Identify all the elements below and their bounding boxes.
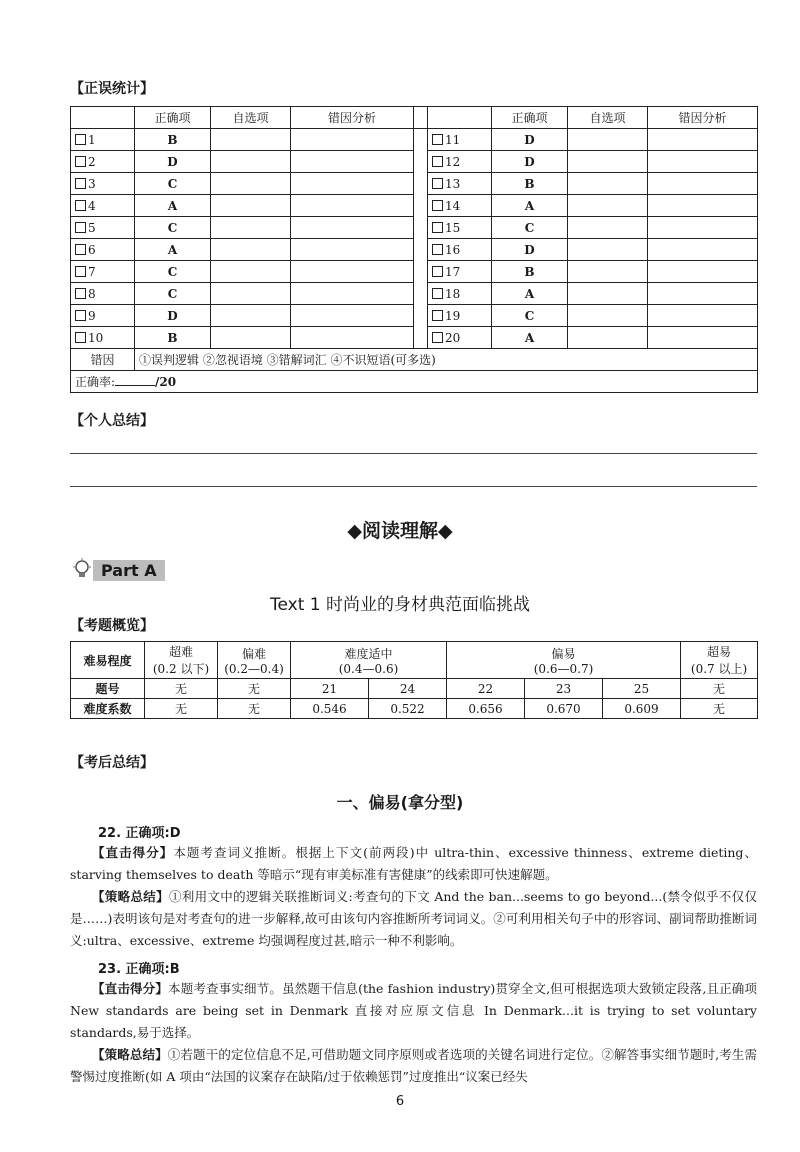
correct-answer-cell: B: [135, 129, 211, 151]
stats-row: [71, 151, 758, 173]
q22-score-tag: 【直击得分】: [92, 845, 174, 860]
error-analysis-cell[interactable]: [648, 151, 758, 173]
correct-answer-cell: B: [492, 173, 568, 195]
error-analysis-cell[interactable]: [648, 217, 758, 239]
question-number-cell[interactable]: 14: [428, 195, 492, 217]
summary-line-2[interactable]: [70, 486, 757, 487]
part-a-badge: Part A: [93, 560, 165, 581]
stats-row: [71, 305, 758, 327]
group-title: 一、偏易(拿分型): [336, 793, 464, 812]
question-number-cell[interactable]: 11: [428, 129, 492, 151]
chosen-answer-cell[interactable]: [568, 283, 648, 305]
correct-answer-cell: C: [135, 173, 211, 195]
accuracy-cell: [71, 371, 758, 393]
stats-row: [71, 327, 758, 349]
correct-answer-cell: D: [492, 151, 568, 173]
header-correct: 正确项: [135, 107, 211, 129]
accuracy-label: 正确率:: [75, 375, 116, 389]
coefficient-row: [71, 699, 758, 719]
error-analysis-cell[interactable]: [648, 283, 758, 305]
checkbox-icon[interactable]: [432, 222, 443, 233]
q22-score-paragraph: [70, 842, 757, 886]
correct-answer-cell: A: [492, 195, 568, 217]
chosen-answer-cell[interactable]: [568, 173, 648, 195]
question-number: 无: [681, 679, 758, 699]
question-number: 22: [447, 679, 525, 699]
summary-line-1[interactable]: [70, 453, 757, 454]
correct-answer-cell: B: [135, 327, 211, 349]
chosen-answer-cell[interactable]: [211, 261, 291, 283]
q23-score-text: 本题考查事实细节。虽然题干信息(the fashion industry)贯穿全文,但可根据选项大致锁定段落,且正确项 New standards are being set in Denmark 直接对应原文信息 In Denmark...it is trying to set voluntary standards,易于选择。: [70, 981, 757, 1040]
chosen-answer-cell[interactable]: [568, 151, 648, 173]
question-number-cell[interactable]: 3: [71, 173, 135, 195]
chosen-answer-cell[interactable]: [211, 305, 291, 327]
correct-answer-cell: A: [135, 239, 211, 261]
checkbox-icon[interactable]: [75, 178, 86, 189]
difficulty-coefficient: 无: [681, 699, 758, 719]
error-analysis-cell[interactable]: [291, 283, 414, 305]
question-number: 25: [603, 679, 681, 699]
row-label-coefficient: 难度系数: [71, 699, 145, 719]
checkbox-icon[interactable]: [432, 332, 443, 343]
difficulty-coefficient: 0.522: [369, 699, 447, 719]
q22-head: 22. 正确项:D: [98, 826, 181, 841]
chosen-answer-cell[interactable]: [211, 173, 291, 195]
difficulty-coefficient: 无: [218, 699, 291, 719]
difficulty-table: [70, 641, 758, 719]
error-analysis-cell[interactable]: [291, 261, 414, 283]
summary-label: 【个人总结】: [70, 413, 154, 429]
error-analysis-cell[interactable]: [291, 151, 414, 173]
level-easy: 偏易 (0.6—0.7): [447, 642, 681, 679]
checkbox-icon[interactable]: [75, 244, 86, 255]
stats-row: [71, 217, 758, 239]
lightbulb-icon: [70, 557, 94, 581]
level-very-hard: 超难 (0.2 以下): [145, 642, 218, 679]
correct-answer-cell: C: [492, 305, 568, 327]
checkbox-icon[interactable]: [432, 178, 443, 189]
question-number-cell[interactable]: 17: [428, 261, 492, 283]
chosen-answer-cell[interactable]: [211, 151, 291, 173]
overview-label: 【考题概览】: [70, 618, 154, 634]
checkbox-icon[interactable]: [432, 134, 443, 145]
checkbox-icon[interactable]: [75, 266, 86, 277]
question-number-cell[interactable]: 16: [428, 239, 492, 261]
question-number-cell[interactable]: 7: [71, 261, 135, 283]
q23-strategy-text: ①若题干的定位信息不足,可借助题文同序原则或者选项的关键名词进行定位。②解答事实细节题时,考生需警惕过度推断(如 A 项由“法国的议案存在缺陷/过于依赖惩罚”过度推出“议案已经失: [70, 1047, 757, 1084]
error-analysis-cell[interactable]: [291, 129, 414, 151]
q23-strategy-tag: 【策略总结】: [92, 1047, 168, 1062]
stats-row: [71, 239, 758, 261]
stats-header-row: [71, 107, 758, 129]
question-number: 无: [145, 679, 218, 699]
difficulty-coefficient: 0.609: [603, 699, 681, 719]
checkbox-icon[interactable]: [75, 200, 86, 211]
difficulty-coefficient: 无: [145, 699, 218, 719]
question-number-cell[interactable]: 15: [428, 217, 492, 239]
correct-answer-cell: B: [492, 261, 568, 283]
correct-answer-cell: D: [492, 239, 568, 261]
header-analysis: 错因分析: [291, 107, 414, 129]
q22-strategy-tag: 【策略总结】: [92, 889, 169, 904]
error-analysis-cell[interactable]: [648, 239, 758, 261]
chosen-answer-cell[interactable]: [568, 217, 648, 239]
q22-score-text: 本题考查词义推断。根据上下文(前两段)中 ultra-thin、excessive thinness、extreme dieting、starving themselves to death 等暗示“现有审美标准有害健康”的线索即可快速解题。: [70, 845, 757, 882]
chosen-answer-cell[interactable]: [211, 217, 291, 239]
stats-label: 【正误统计】: [70, 81, 154, 97]
stats-row: [71, 283, 758, 305]
question-number-cell[interactable]: 5: [71, 217, 135, 239]
section-title: ◆阅读理解◆: [347, 520, 453, 542]
header-analysis: 错因分析: [648, 107, 758, 129]
question-number: 无: [218, 679, 291, 699]
question-number-cell[interactable]: 19: [428, 305, 492, 327]
difficulty-level-row: [71, 642, 758, 679]
stats-row: [71, 129, 758, 151]
error-analysis-cell[interactable]: [648, 129, 758, 151]
error-reason-row: [71, 349, 758, 371]
question-number: 23: [525, 679, 603, 699]
chosen-answer-cell[interactable]: [568, 129, 648, 151]
question-number-cell[interactable]: 6: [71, 239, 135, 261]
question-number: 21: [291, 679, 369, 699]
difficulty-coefficient: 0.546: [291, 699, 369, 719]
chosen-answer-cell[interactable]: [211, 239, 291, 261]
chosen-answer-cell[interactable]: [211, 195, 291, 217]
question-number-cell[interactable]: 9: [71, 305, 135, 327]
q22-strategy-paragraph: [70, 886, 757, 952]
checkbox-icon[interactable]: [75, 332, 86, 343]
correct-answer-cell: D: [492, 129, 568, 151]
question-number: 24: [369, 679, 447, 699]
checkbox-icon[interactable]: [75, 222, 86, 233]
level-medium: 难度适中 (0.4—0.6): [291, 642, 447, 679]
error-reason-label: 错因: [71, 349, 135, 371]
checkbox-icon[interactable]: [432, 200, 443, 211]
correct-answer-cell: C: [135, 261, 211, 283]
difficulty-coefficient: 0.656: [447, 699, 525, 719]
checkbox-icon[interactable]: [432, 156, 443, 167]
error-analysis-cell[interactable]: [648, 195, 758, 217]
question-number-cell[interactable]: 4: [71, 195, 135, 217]
q23-head: 23. 正确项:B: [98, 962, 180, 977]
error-analysis-cell[interactable]: [291, 217, 414, 239]
checkbox-icon[interactable]: [432, 288, 443, 299]
correct-answer-cell: A: [135, 195, 211, 217]
correct-answer-cell: C: [135, 217, 211, 239]
stats-row: [71, 173, 758, 195]
header-correct: 正确项: [492, 107, 568, 129]
chosen-answer-cell[interactable]: [568, 261, 648, 283]
checkbox-icon[interactable]: [432, 310, 443, 321]
chosen-answer-cell[interactable]: [568, 195, 648, 217]
accuracy-total: /20: [155, 375, 177, 389]
correct-answer-cell: A: [492, 327, 568, 349]
q23-strategy-paragraph: [70, 1044, 757, 1088]
page-number: 6: [395, 1094, 405, 1109]
error-analysis-cell[interactable]: [648, 261, 758, 283]
chosen-answer-cell[interactable]: [568, 305, 648, 327]
text-title: Text 1 时尚业的身材典范面临挑战: [269, 595, 530, 615]
error-analysis-cell[interactable]: [648, 173, 758, 195]
question-number-cell[interactable]: 13: [428, 173, 492, 195]
error-stats-table: [70, 106, 758, 393]
header-chosen: 自选项: [568, 107, 648, 129]
correct-answer-cell: A: [492, 283, 568, 305]
correct-answer-cell: C: [135, 283, 211, 305]
question-number-cell[interactable]: 18: [428, 283, 492, 305]
question-number-cell[interactable]: 20: [428, 327, 492, 349]
error-reason-options[interactable]: ①误判逻辑 ②忽视语境 ③错解词汇 ④不识短语(可多选): [135, 349, 758, 371]
chosen-answer-cell[interactable]: [568, 327, 648, 349]
question-number-cell[interactable]: 8: [71, 283, 135, 305]
chosen-answer-cell[interactable]: [211, 283, 291, 305]
level-very-easy: 超易 (0.7 以上): [681, 642, 758, 679]
q23-score-tag: 【直击得分】: [92, 981, 169, 996]
error-analysis-cell[interactable]: [291, 195, 414, 217]
error-analysis-cell[interactable]: [291, 239, 414, 261]
question-number-cell[interactable]: 2: [71, 151, 135, 173]
checkbox-icon[interactable]: [75, 156, 86, 167]
row-label-question: 题号: [71, 679, 145, 699]
question-number-row: [71, 679, 758, 699]
post-exam-label: 【考后总结】: [70, 755, 154, 771]
question-number-cell[interactable]: 12: [428, 151, 492, 173]
stats-row: [71, 261, 758, 283]
checkbox-icon[interactable]: [432, 244, 443, 255]
stats-row: [71, 195, 758, 217]
checkbox-icon[interactable]: [75, 134, 86, 145]
accuracy-row: [71, 371, 758, 393]
error-analysis-cell[interactable]: [648, 327, 758, 349]
accuracy-blank[interactable]: [115, 385, 155, 386]
chosen-answer-cell[interactable]: [568, 239, 648, 261]
header-chosen: 自选项: [211, 107, 291, 129]
checkbox-icon[interactable]: [75, 288, 86, 299]
q23-score-paragraph: [70, 978, 757, 1044]
correct-answer-cell: D: [135, 305, 211, 327]
correct-answer-cell: D: [135, 151, 211, 173]
error-analysis-cell[interactable]: [291, 305, 414, 327]
correct-answer-cell: C: [492, 217, 568, 239]
error-analysis-cell[interactable]: [648, 305, 758, 327]
level-hard: 偏难 (0.2—0.4): [218, 642, 291, 679]
difficulty-coefficient: 0.670: [525, 699, 603, 719]
checkbox-icon[interactable]: [432, 266, 443, 277]
checkbox-icon[interactable]: [75, 310, 86, 321]
chosen-answer-cell[interactable]: [211, 129, 291, 151]
question-number-cell[interactable]: 10: [71, 327, 135, 349]
row-label-level: 难易程度: [71, 642, 145, 679]
question-number-cell[interactable]: 1: [71, 129, 135, 151]
chosen-answer-cell[interactable]: [211, 327, 291, 349]
q22-strategy-text: ①利用文中的逻辑关联推断词义:考查句的下文 And the ban...seems to go beyond...(禁令似乎不仅仅是……)表明该句是对考查句的进一步解释,故可由该句内容推断所考词词义。②可利用相关句子中的形容词、副词帮助推断词义:ultra、excessive、extreme 均强调程度过甚,暗示一种不利影响。: [70, 889, 757, 948]
error-analysis-cell[interactable]: [291, 327, 414, 349]
error-analysis-cell[interactable]: [291, 173, 414, 195]
